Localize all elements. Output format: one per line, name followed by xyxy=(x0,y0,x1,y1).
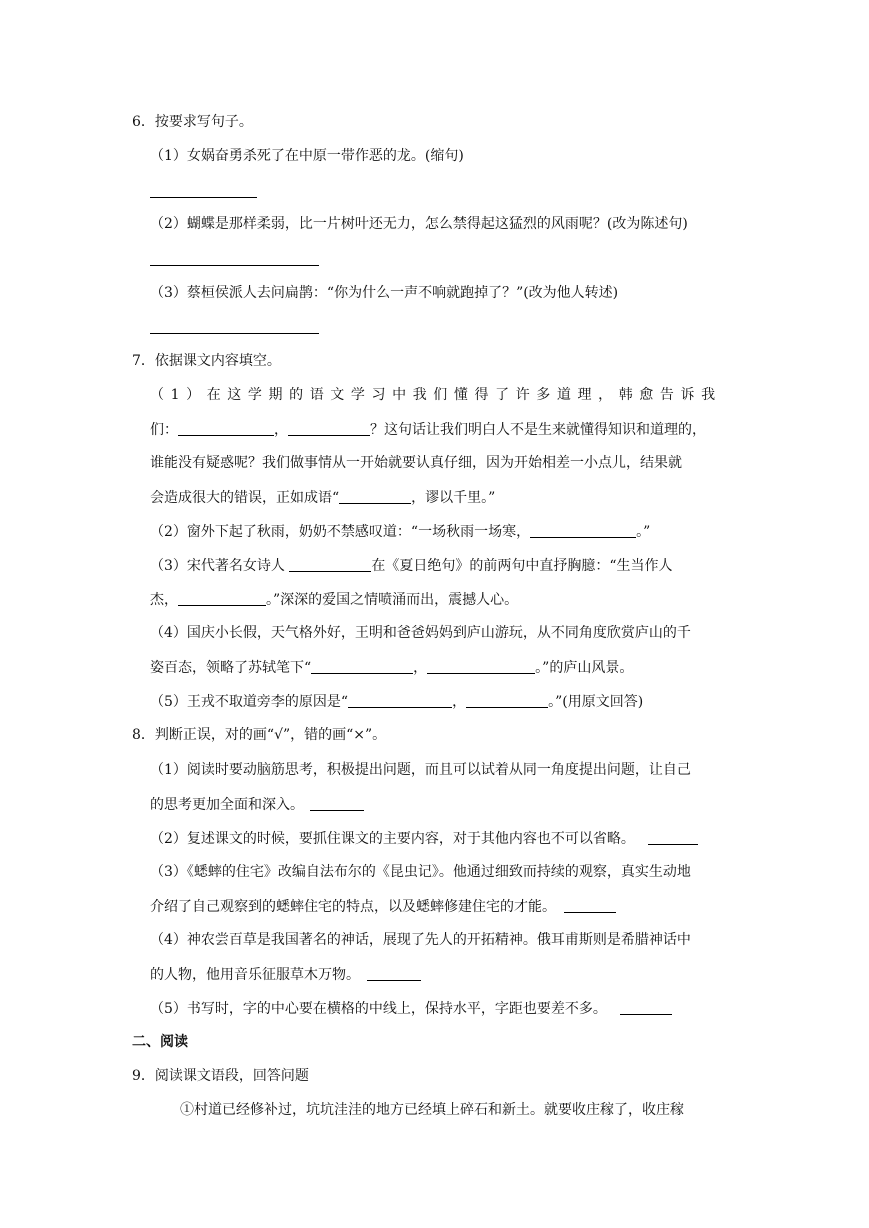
answer-blank[interactable] xyxy=(648,828,698,845)
question-8-item-5 xyxy=(150,998,672,1019)
question-7-item-1-line-4 xyxy=(150,487,495,508)
question-8-item-1-line-2 xyxy=(150,794,364,815)
text: （2）窗外下起了秋雨，奶奶不禁感叹道：“一场秋雨一场寒， xyxy=(150,524,531,540)
question-8-item-4-line-1: （4）神农尝百草是我国著名的神话，展现了先人的开拓精神。俄耳甫斯则是希腊神话中 xyxy=(150,932,691,948)
question-7-item-5 xyxy=(150,691,643,712)
question-8-item-1-line-1: （1）阅读时要动脑筋思考，积极提出问题，而且可以试着从同一角度提出问题，让自己 xyxy=(150,762,691,778)
question-7-item-4-line-1: （4）国庆小长假，天气格外好，王明和爸爸妈妈到庐山游玩，从不同角度欣赏庐山的千 xyxy=(150,625,691,641)
text: 的人物，他用音乐征服草木万物。 xyxy=(150,967,360,983)
question-8-item-2 xyxy=(150,828,698,849)
question-6-title: 6．按要求写句子。 xyxy=(132,114,253,130)
text: （2）复述课文的时候，要抓住课文的主要内容，对于其他内容也不可以省略。 xyxy=(150,831,635,847)
text: 。”的庐山风景。 xyxy=(535,660,634,676)
question-7-item-2 xyxy=(150,521,650,542)
text: ？这句话让我们明白人不是生来就懂得知识和道理的， xyxy=(370,422,706,438)
question-8-item-4-line-2 xyxy=(150,964,421,985)
question-8-title: 8．判断正误，对的画“√”，错的画“×”。 xyxy=(132,727,387,743)
fill-blank[interactable] xyxy=(348,691,452,708)
text: 。”(用原文回答) xyxy=(548,694,644,710)
question-7-item-4-line-2 xyxy=(150,657,633,678)
question-8-item-3-line-1: （3）《蟋蟀的住宅》改编自法布尔的《昆虫记》。他通过细致而持续的观察，真实生动地 xyxy=(150,864,691,880)
text: 在《夏日绝句》的前两句中直抒胸臆：“生当作人 xyxy=(371,558,673,574)
answer-blank[interactable] xyxy=(310,794,364,811)
question-7-item-3-line-1 xyxy=(150,555,673,576)
fill-blank[interactable] xyxy=(288,419,370,436)
text: 杰， xyxy=(150,592,178,608)
answer-line-6-1[interactable] xyxy=(150,197,257,198)
text: 会造成很大的错误，正如成语“ xyxy=(150,490,340,506)
text: ， xyxy=(413,660,428,676)
fill-blank[interactable] xyxy=(289,555,371,572)
text: （5）王戎不取道旁李的原因是“ xyxy=(150,694,349,710)
text: 。” xyxy=(636,524,651,540)
text: （3）宋代著名女诗人 xyxy=(150,558,290,574)
text: ，谬以千里。” xyxy=(411,490,496,506)
answer-blank[interactable] xyxy=(564,896,616,913)
text: ， xyxy=(452,694,467,710)
fill-blank[interactable] xyxy=(311,657,413,674)
fill-blank[interactable] xyxy=(178,589,266,606)
question-7-item-1-line-3: 谁能没有疑惑呢？我们做事情从一开始就要认真仔细，因为开始相差一小点儿，结果就 xyxy=(150,455,682,471)
question-6-item-2: （2）蝴蝶是那样柔弱，比一片树叶还无力，怎么禁得起这猛烈的风雨呢？(改为陈述句) xyxy=(150,216,688,232)
question-7-item-1-line-1: （1）在这学期的语文学习中我们懂得了许多道理，韩愈告诉我 xyxy=(150,387,722,403)
answer-line-6-3[interactable] xyxy=(150,333,319,334)
question-7-item-1-line-2 xyxy=(150,419,706,440)
text: 的思考更加全面和深入。 xyxy=(150,797,304,813)
text: 们： xyxy=(150,422,178,438)
text: 。”深深的爱国之情喷涌而出，震撼人心。 xyxy=(266,592,519,608)
question-9-title: 9．阅读课文语段，回答问题 xyxy=(132,1068,309,1084)
text: 介绍了自己观察到的蟋蟀住宅的特点，以及蟋蟀修建住宅的才能。 xyxy=(150,899,556,915)
reading-passage-line: ①村道已经修补过，坑坑洼洼的地方已经填上碎石和新土。就要收庄稼了，收庄稼 xyxy=(180,1102,684,1118)
answer-blank[interactable] xyxy=(620,998,672,1015)
fill-blank[interactable] xyxy=(339,487,411,504)
question-7-title: 7．依据课文内容填空。 xyxy=(132,353,281,369)
text: 姿百态，领略了苏轼笔下“ xyxy=(150,660,312,676)
section-heading: 二、阅读 xyxy=(132,1034,188,1050)
fill-blank[interactable] xyxy=(178,419,274,436)
fill-blank[interactable] xyxy=(427,657,535,674)
answer-line-6-2[interactable] xyxy=(150,265,319,266)
question-6-item-1: （1）女娲奋勇杀死了在中原一带作恶的龙。(缩句) xyxy=(150,148,464,164)
fill-blank[interactable] xyxy=(466,691,548,708)
text: （5）书写时，字的中心要在横格的中线上，保持水平，字距也要差不多。 xyxy=(150,1001,607,1017)
question-6-item-3: （3）蔡桓侯派人去问扁鹊：“你为什么一声不响就跑掉了？”(改为他人转述) xyxy=(150,285,619,301)
text: ， xyxy=(274,422,288,438)
answer-blank[interactable] xyxy=(367,964,421,981)
question-8-item-3-line-2 xyxy=(150,896,616,917)
fill-blank[interactable] xyxy=(530,521,636,538)
question-7-item-3-line-2 xyxy=(150,589,518,610)
